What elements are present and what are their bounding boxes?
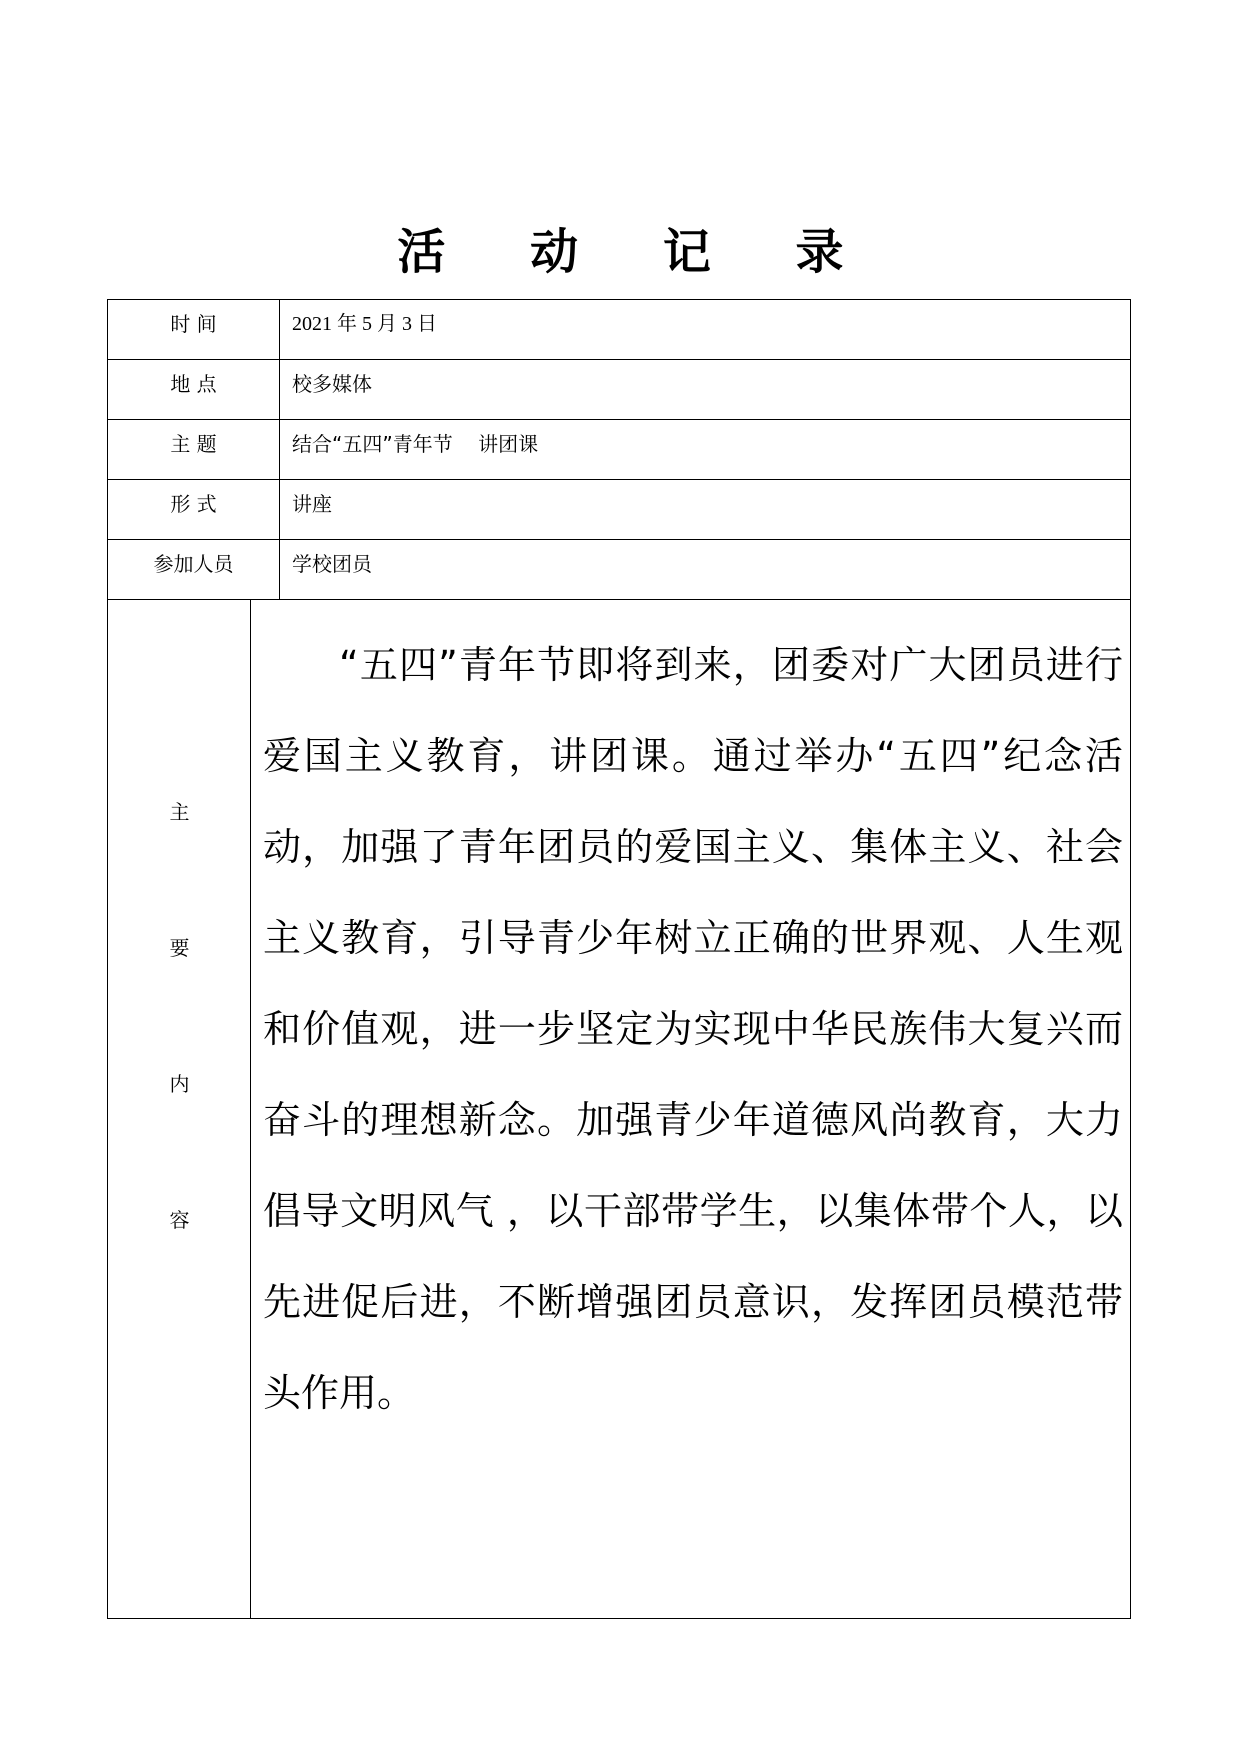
label-char-4: 容 (169, 1208, 190, 1232)
theme-row (108, 420, 1130, 480)
main-content-label (108, 600, 251, 1618)
theme-value: 结合“五四”青年节 讲团课 (292, 432, 539, 456)
label-char-1: 主 (169, 800, 190, 824)
main-content-row (108, 600, 1130, 1618)
participants-value: 学校团员 (292, 552, 372, 576)
location-value: 校多媒体 (292, 372, 372, 396)
theme-label: 主 题 (108, 420, 280, 479)
main-content-text: “五四”青年节即将到来，团委对广大团员进行爱国主义教育，讲团课。通过举办“五四”纪念活动，加强了青年团员的爱国主义、集体主义、社会主义教育，引导青少年树立正确的世界观、人生观和价值观，进一步坚定为实现中华民族伟大复兴而奋斗的理想新念。加强青少年道德风尚教育，大力倡导文明风气 ，以干部带学生，以集体带个人，以先进促后进，不断增强团员意识，发挥团员模范带头作用。 (263, 643, 1123, 1415)
time-row (108, 300, 1130, 360)
location-label: 地 点 (108, 360, 280, 419)
format-label: 形 式 (108, 480, 280, 539)
format-row (108, 480, 1130, 540)
participants-row (108, 540, 1130, 600)
location-row (108, 360, 1130, 420)
page-title: 活 动 记 录 (397, 224, 878, 280)
label-char-3: 内 (169, 1072, 190, 1096)
participants-label: 参加人员 (108, 540, 280, 599)
time-label: 时 间 (108, 300, 280, 359)
format-value: 讲座 (292, 492, 332, 516)
label-char-2: 要 (169, 936, 190, 960)
activity-record-table (107, 299, 1131, 1619)
time-value: 2021 年 5 月 3 日 (292, 313, 437, 335)
